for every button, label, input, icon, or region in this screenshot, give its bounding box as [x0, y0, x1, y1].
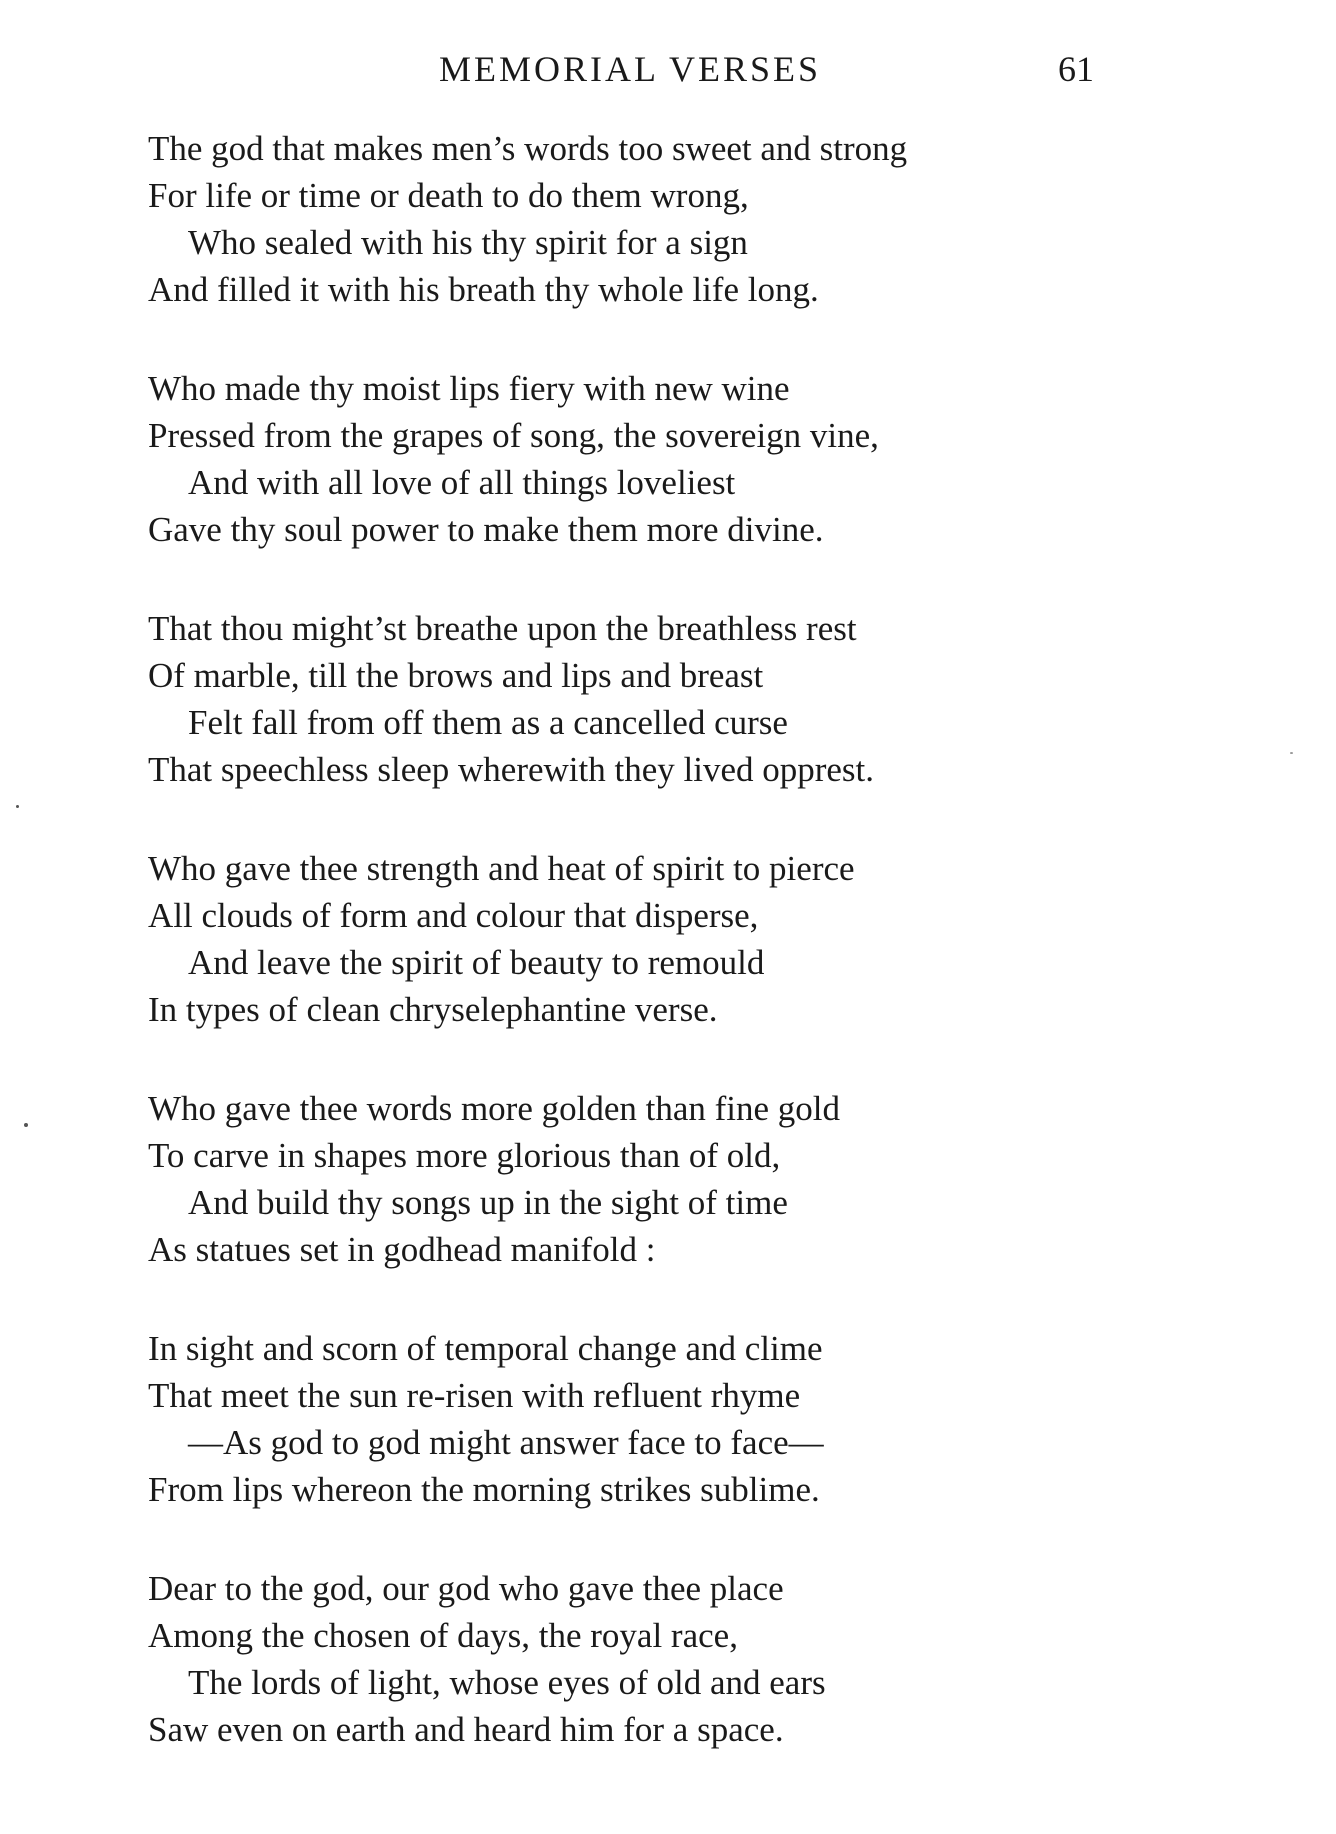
stanza: [148, 365, 1148, 553]
poem-line: All clouds of form and colour that disperse,: [148, 896, 759, 935]
stanza: [148, 1325, 1148, 1513]
stanza: [148, 125, 1148, 313]
poem-line: That meet the sun re-risen with refluent rhyme: [148, 1376, 801, 1415]
poem-line: And leave the spirit of beauty to remould: [188, 943, 765, 982]
poem-line: The lords of light, whose eyes of old and ears: [188, 1663, 826, 1702]
poem-line: For life or time or death to do them wrong,: [148, 176, 749, 215]
poem-line: And build thy songs up in the sight of time: [188, 1183, 788, 1222]
poem-line: In sight and scorn of temporal change and clime: [148, 1329, 823, 1368]
poem-line: From lips whereon the morning strikes sublime.: [148, 1470, 820, 1509]
poem-line: To carve in shapes more glorious than of old,: [148, 1136, 781, 1175]
poem-line: Among the chosen of days, the royal race,: [148, 1616, 738, 1655]
scan-speck: [1290, 752, 1293, 754]
poem-line: And with all love of all things loveliest: [188, 463, 736, 502]
poem-line: Gave thy soul power to make them more divine.: [148, 510, 824, 549]
stanza: [148, 1565, 1148, 1753]
scan-speck: [24, 1123, 28, 1127]
poem-line: And filled it with his breath thy whole life long.: [148, 270, 819, 309]
running-head: [0, 44, 1336, 94]
scan-speck: [16, 805, 19, 808]
poem-line: Who sealed with his thy spirit for a sign: [188, 223, 748, 262]
poem: [148, 125, 1148, 1805]
poem-line: —As god to god might answer face to face—: [188, 1423, 824, 1462]
poem-line: As statues set in godhead manifold :: [148, 1230, 656, 1269]
poem-line: Who gave thee words more golden than fine gold: [148, 1089, 841, 1128]
poem-line: That speechless sleep wherewith they lived opprest.: [148, 750, 875, 789]
poem-line: In types of clean chryselephantine verse.: [148, 990, 718, 1029]
stanza: [148, 845, 1148, 1033]
page-number: 61: [1058, 49, 1094, 89]
stanza: [148, 1085, 1148, 1273]
poem-line: Who made thy moist lips fiery with new wine: [148, 369, 790, 408]
poem-line: Saw even on earth and heard him for a space.: [148, 1710, 784, 1749]
poem-line: Of marble, till the brows and lips and breast: [148, 656, 764, 695]
poem-line: Dear to the god, our god who gave thee place: [148, 1569, 784, 1608]
poem-line: Felt fall from off them as a cancelled curse: [188, 703, 788, 742]
poem-line: That thou might’st breathe upon the breathless rest: [148, 609, 857, 648]
poem-line: Who gave thee strength and heat of spirit to pierce: [148, 849, 855, 888]
poem-line: Pressed from the grapes of song, the sovereign vine,: [148, 416, 879, 455]
poem-line: The god that makes men’s words too sweet and strong: [148, 129, 908, 168]
stanza: [148, 605, 1148, 793]
running-title: MEMORIAL VERSES: [438, 49, 822, 89]
